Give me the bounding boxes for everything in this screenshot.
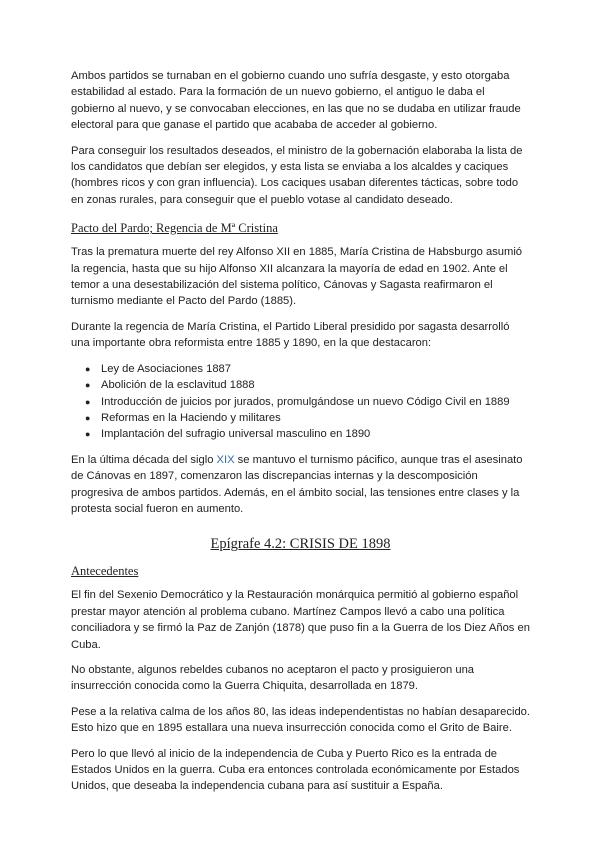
list-item-text: Introducción de juicios por jurados, promulgándose un nuevo Código Civil en 1889 xyxy=(101,395,510,408)
list-item-text: Abolición de la esclavitud 1888 xyxy=(101,379,255,392)
bullet-icon: ● xyxy=(85,396,91,407)
bullet-icon: ● xyxy=(85,412,91,423)
list-item xyxy=(87,377,530,393)
antecedentes-paragraph-3: Pese a la relativa calma de los años 80, las ideas independentistas no habían desaparecido. Esto hizo que en 1895 estallara una nueva insurrección conocida como el Grito de Baire. xyxy=(71,705,530,735)
list-item xyxy=(87,361,530,377)
closing-text-before: En la última década del siglo xyxy=(71,453,217,466)
list-item xyxy=(87,410,530,426)
list-item xyxy=(87,394,530,410)
reforms-list xyxy=(71,361,530,443)
intro-paragraph-1: Ambos partidos se turnaban en el gobierno cuando uno sufría desgaste, y esto otorgaba estabilidad al estado. Para la formación de un nuevo gobierno, el antiguo le daba el gobierno al nuevo, y se convocaban elecciones, en las que no se dudaba en utilizar fraude electoral para que ganase el partido que acababa de acceder al gobierno. xyxy=(71,70,521,132)
pacto-paragraph-2: Durante la regencia de María Cristina, el Partido Liberal presidido por sagasta desarrolló una importante obra reformista entre 1885 y 1890, en la que destacaron: xyxy=(71,320,510,350)
bullet-icon: ● xyxy=(85,380,91,391)
bullet-icon: ● xyxy=(85,363,91,374)
antecedentes-paragraph-1: El fin del Sexenio Democrático y la Restauración monárquica permitió al gobierno español prestar mayor atención al problema cubano. Martínez Campos llevó a cabo una política conciliadora y se firmó la Paz de Zanjón (1878) que puso fin a la Guerra de los Diez Años en Cuba. xyxy=(71,589,530,651)
highlighted-word: XIX xyxy=(216,453,235,466)
pacto-paragraph-1: Tras la prematura muerte del rey Alfonso XII en 1885, María Cristina de Habsburgo asumió la regencia, hasta que su hijo Alfonso XII alcanzara la mayoría de edad en 1902. Ante el temor a una desestabilización del sistema político, Cánovas y Sagasta reafirmaron el turnismo mediante el Pacto del Pardo (1885). xyxy=(71,246,523,308)
subheading-pacto-del-pardo: Pacto del Pardo; Regencia de Mª Cristina xyxy=(71,221,278,236)
list-item-text: Reformas en la Haciendo y militares xyxy=(101,411,281,424)
subheading-antecedentes: Antecedentes xyxy=(71,564,139,579)
intro-paragraph-2: Para conseguir los resultados deseados, el ministro de la gobernación elaboraba la lista de los candidatos que debían ser elegidos, y esta lista se enviaba a los alcaldes y caciques (hombres ricos y con gran influencia). Los caciques usaban diferentes tácticas, sobre todo en zonas rurales, para conseguir que el pueblo votase al candidato deseado. xyxy=(71,144,523,206)
list-item-text: Ley de Asociaciones 1887 xyxy=(101,362,231,375)
bullet-icon: ● xyxy=(85,429,91,440)
closing-paragraph xyxy=(71,452,530,518)
closing-text-after: se mantuvo el turnismo pácifico, aunque tras el asesinato de Cánovas en 1897, comenzaron las discrepancias internas y la descomposición progresiva de ambos partidos. Además, en el ámbito social, las tensiones entre clases y la protesta social fueron en aumento. xyxy=(71,453,523,515)
antecedentes-paragraph-4: Pero lo que llevó al inicio de la independencia de Cuba y Puerto Rico es la entrada de Estados Unidos en la guerra. Cuba era entonces controlada económicamente por Estados Unidos, que deseaba la independencia cubana para así sustituir a España. xyxy=(71,747,520,793)
section-title: Epígrafe 4.2: CRISIS DE 1898 xyxy=(210,536,391,553)
antecedentes-paragraph-2: No obstante, algunos rebeldes cubanos no aceptaron el pacto y prosiguieron una insurrección conocida como la Guerra Chiquita, desarrollada en 1879. xyxy=(71,663,475,693)
list-item xyxy=(87,426,530,442)
list-item-text: Implantación del sufragio universal masculino en 1890 xyxy=(101,428,371,441)
